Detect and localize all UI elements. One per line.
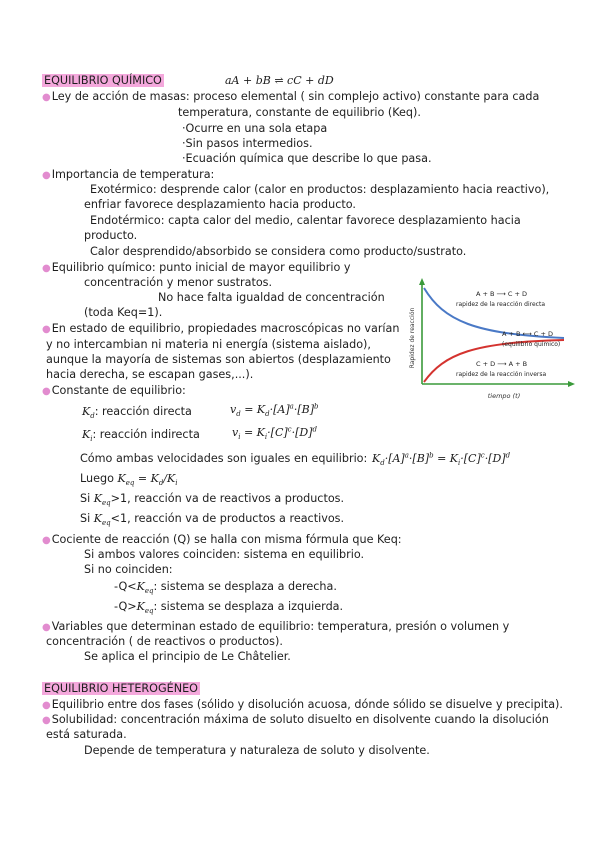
temperature-line4: producto. xyxy=(84,229,138,242)
x-axis-label: tiempo (t) xyxy=(487,392,521,400)
temperature-line3: Endotérmico: capta calor del medio, calentar favorece desplazamiento hacia xyxy=(90,214,521,227)
state-line4: hacia derecha, se escapan gases,...). xyxy=(46,368,254,381)
mass-action-line4: ·Sin pasos intermedios. xyxy=(182,137,313,150)
vi-formula: $v_i = K_i\cdot[C]^c\cdot[D]^d$ xyxy=(232,425,317,442)
kd-definition: $K_d$: reacción directa xyxy=(82,405,192,421)
constant-title: Constante de equilibrio: xyxy=(51,384,186,397)
heterogeneous-line1: Equilibrio entre dos fases (sólido y disolución acuosa, dónde sólido se disuelve y precipita). xyxy=(51,698,563,711)
low-label-rate: rapidez de la reacción inversa xyxy=(456,371,547,378)
top-label-rate: rapidez de la reacción directa xyxy=(456,301,546,308)
mid-label-equilibrium: (equilibrio químico) xyxy=(502,341,561,348)
reaction-equation: aA + bB ⇌ cC + dD xyxy=(225,74,334,87)
bullet-icon: ● xyxy=(42,535,51,546)
equilibrium-formula: $K_d\cdot[A]^a\cdot[B]^b = K_i\cdot[C]^c\cdot[D]^d$ xyxy=(372,451,511,468)
bullet-icon: ● xyxy=(42,324,51,335)
low-label-reaction: C + D ⟶ A + B xyxy=(476,360,528,368)
bullet-variables xyxy=(42,620,509,635)
ki-definition: $K_i$: reacción indirecta xyxy=(82,428,200,444)
mass-action-line1: Ley de acción de masas: proceso elemental ( sin complejo activo) constante para cada xyxy=(51,90,540,103)
both-equal-text: Cómo ambas velocidades son iguales en equilibrio: xyxy=(80,452,368,465)
solubility-line2: está saturada. xyxy=(46,728,127,741)
variables-line3: Se aplica el principio de Le Châtelier. xyxy=(84,650,291,663)
bullet-icon: ● xyxy=(42,622,51,633)
quotient-line1: Cociente de reacción (Q) se halla con misma fórmula que Keq: xyxy=(51,533,402,546)
bullet-temperature xyxy=(42,168,214,183)
eq-point-line4: (toda Keq=1). xyxy=(84,306,163,319)
quotient-line5: $-Q>K_{eq}$: sistema se desplaza a izquierda. xyxy=(114,600,344,616)
variables-line1: Variables que determinan estado de equilibrio: temperatura, presión o volumen y xyxy=(51,620,510,633)
quotient-line3: Si no coinciden: xyxy=(84,563,173,576)
y-axis-label: Rapidez de reacción xyxy=(409,307,416,369)
top-label-reaction: A + B ⟶ C + D xyxy=(476,290,528,298)
state-line2: y no intercambian ni materia ni energía (sistema aislado), xyxy=(46,338,371,351)
state-line1: En estado de equilibrio, propiedades macroscópicas no varían xyxy=(51,322,400,335)
bullet-icon: ● xyxy=(42,700,51,711)
mid-label-reaction: A + B ⟷ C + D xyxy=(502,330,554,338)
bullet-icon: ● xyxy=(42,92,51,103)
keq-less: Si $K_{eq}<1$, reacción va de productos a reactivos. xyxy=(80,512,345,528)
quotient-line4: $-Q<K_{eq}$: sistema se desplaza a derecha. xyxy=(114,580,337,596)
bullet-heterogeneous xyxy=(42,698,563,713)
bullet-icon: ● xyxy=(42,170,51,181)
temperature-line1: Exotérmico: desprende calor (calor en productos: desplazamiento hacia reactivo), xyxy=(90,183,550,196)
bullet-constant xyxy=(42,384,186,399)
quotient-line2: Si ambos valores coinciden: sistema en equilibrio. xyxy=(84,548,365,561)
keq-definition: Luego $K_{eq} = K_d/K_i$ xyxy=(80,472,178,488)
section-title-equilibrio-heterogeneo: EQUILIBRIO HETEROGÉNEO xyxy=(44,682,198,695)
variables-line2: concentración ( de reactivos o productos). xyxy=(46,635,283,648)
bullet-icon: ● xyxy=(42,263,51,274)
mass-action-line2: temperatura, constante de equilibrio (Keq). xyxy=(178,106,421,119)
bullet-eq-point xyxy=(42,261,350,276)
solubility-line3: Depende de temperatura y naturaleza de soluto y disolvente. xyxy=(84,744,430,757)
mass-action-line5: ·Ecuación química que describe lo que pasa. xyxy=(182,152,432,165)
temperature-title: Importancia de temperatura: xyxy=(51,168,215,181)
bullet-icon: ● xyxy=(42,715,51,726)
solubility-line1: Solubilidad: concentración máxima de soluto disuelto en disolvente cuando la disolución xyxy=(51,713,549,726)
keq-greater: Si $K_{eq}>1$, reacción va de reactivos a productos. xyxy=(80,492,345,508)
rate-vs-time-figure xyxy=(404,276,576,406)
eq-point-line1: Equilibrio químico: punto inicial de mayor equilibrio y xyxy=(51,261,351,274)
eq-point-line3: No hace falta igualdad de concentración xyxy=(158,291,385,304)
bullet-icon: ● xyxy=(42,386,51,397)
bullet-quotient xyxy=(42,533,402,548)
temperature-line5: Calor desprendido/absorbido se considera como producto/sustrato. xyxy=(90,245,467,258)
eq-point-line2: concentración y menor sustratos. xyxy=(84,276,273,289)
section-title-equilibrio-quimico: EQUILIBRIO QUÍMICO xyxy=(44,74,162,87)
bullet-solubility xyxy=(42,713,549,728)
state-line3: aunque la mayoría de sistemas son abiertos (desplazamiento xyxy=(46,353,391,366)
mass-action-line3: ·Ocurre en una sola etapa xyxy=(182,122,328,135)
temperature-line2: enfriar favorece desplazamiento hacia producto. xyxy=(84,198,356,211)
bullet-state xyxy=(42,322,399,337)
vd-formula: $v_d = K_d\cdot[A]^a\cdot[B]^b$ xyxy=(230,402,319,419)
bullet-mass-action xyxy=(42,90,539,105)
